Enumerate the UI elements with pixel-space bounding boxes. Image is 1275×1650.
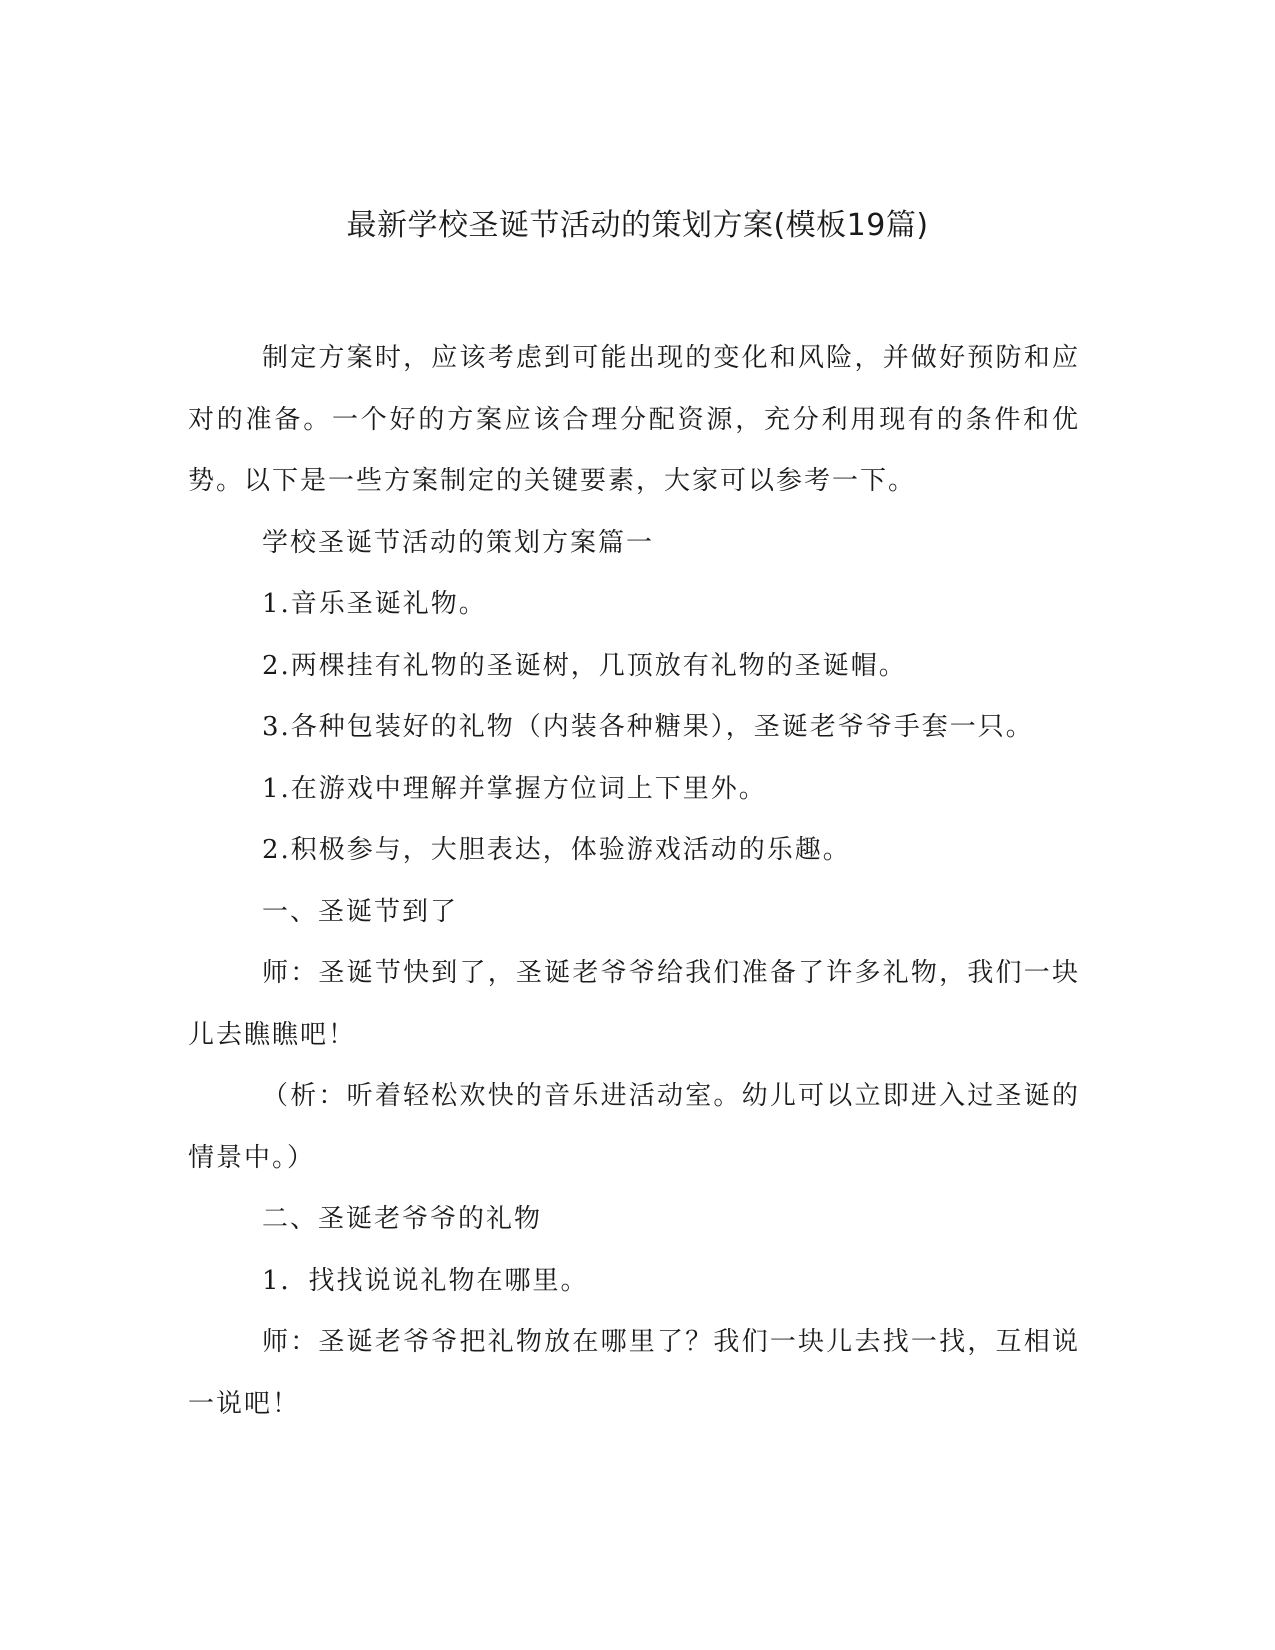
paragraph-teacher-line-1: 师：圣诞节快到了，圣诞老爷爷给我们准备了许多礼物，我们一块儿去瞧瞧吧！ (188, 958, 1080, 1050)
document-body (188, 328, 1080, 1435)
paragraph-analysis: （析：听着轻松欢快的音乐进活动室。幼儿可以立即进入过圣诞的情景中。） (188, 1081, 1080, 1173)
document-title: 最新学校圣诞节活动的策划方案(模板19篇) (346, 208, 929, 243)
paragraph-teacher-line-2: 师：圣诞老爷爷把礼物放在哪里了？我们一块儿去找一找，互相说一说吧！ (188, 1327, 1080, 1419)
paragraph-material-2: 2.两棵挂有礼物的圣诞树，几顶放有礼物的圣诞帽。 (262, 650, 907, 681)
paragraph-step-2-heading: 二、圣诞老爷爷的礼物 (262, 1204, 543, 1234)
paragraph-goal-2: 2.积极参与，大胆表达，体验游戏活动的乐趣。 (262, 835, 851, 865)
paragraph-material-1: 1.音乐圣诞礼物。 (262, 589, 487, 619)
paragraph-goal-1: 1.在游戏中理解并掌握方位词上下里外。 (262, 773, 767, 804)
paragraph-step-1-heading: 一、圣诞节到了 (262, 896, 459, 927)
paragraph-step-2-item-1: 1．找找说说礼物在哪里。 (262, 1265, 589, 1296)
paragraph-material-3: 3.各种包装好的礼物（内装各种糖果），圣诞老爷爷手套一只。 (262, 712, 1034, 742)
paragraph-section-heading: 学校圣诞节活动的策划方案篇一 (262, 527, 655, 558)
paragraph-intro: 制定方案时，应该考虑到可能出现的变化和风险，并做好预防和应对的准备。一个好的方案应该合理分配资源，充分利用现有的条件和优势。以下是一些方案制定的关键要素，大家可以参考一下。 (188, 343, 1080, 496)
